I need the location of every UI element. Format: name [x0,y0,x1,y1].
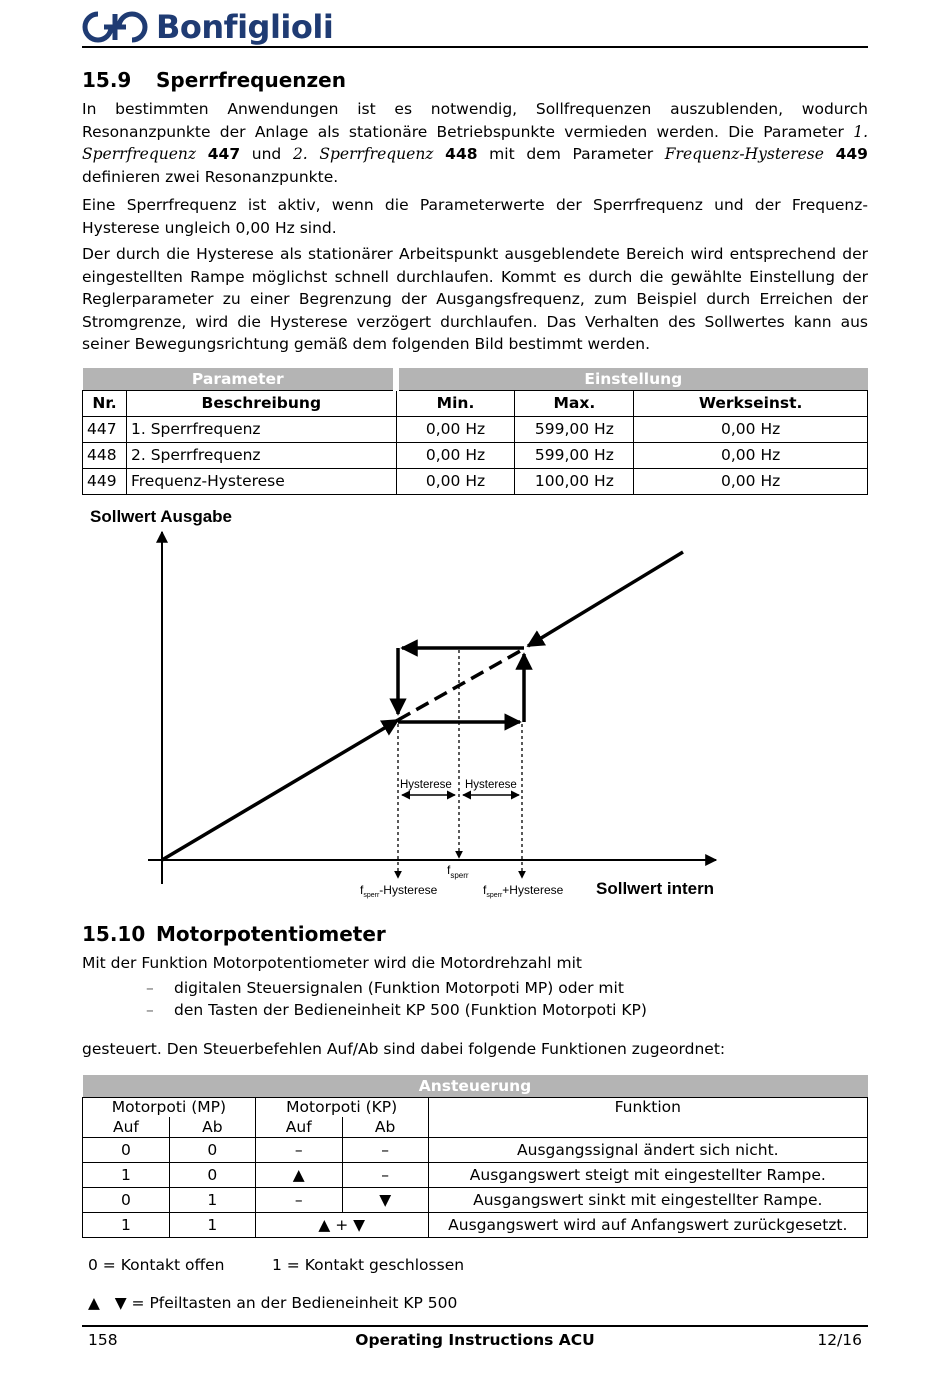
cell-kp-auf: ▲ [255,1162,342,1187]
section-title-motorpotentiometer [82,922,386,946]
group-header-einstellung: Einstellung [396,368,867,390]
cell-funktion: Ausgangswert steigt mit eingestellter Rampe. [428,1162,867,1187]
paragraph-active: Eine Sperrfrequenz ist aktiv, wenn die Parameterwerte der Sperrfrequenz und der Frequenz-Hysterese ungleich 0,00 Hz sind. [82,196,868,237]
cell-beschreibung: Frequenz-Hysterese [126,468,396,494]
col-header-nr: Nr. [83,390,127,416]
cell-kp-auf: – [255,1137,342,1162]
list-item-text: digitalen Steuersignalen (Funktion Motorpoti MP) oder mit [174,979,624,997]
setpoint-line-hidden [398,650,522,720]
cell-funktion: Ausgangswert wird auf Anfangswert zurückgesetzt. [428,1212,867,1237]
paragraph-intro [82,98,868,188]
hysteresis-label-right: Hysterese [465,779,517,791]
list-item [146,1001,647,1019]
page-footer [82,1325,868,1353]
param-number-1: 447 [207,145,241,163]
cell-werkseinst: 0,00 Hz [634,442,868,468]
param-name-2: 2. Sperrfrequenz [292,145,434,163]
col-header-mp: Motorpoti (MP) [83,1097,256,1117]
footer-date: 12/16 [817,1331,862,1349]
group-header-ansteuerung: Ansteuerung [83,1075,868,1097]
col-header-werkseinst: Werkseinst. [634,390,868,416]
footer-title: Operating Instructions ACU [355,1331,595,1349]
cell-werkseinst: 0,00 Hz [634,416,868,442]
paragraph-motorpoti-outro: gesteuert. Den Steuerbefehlen Auf/Ab sind dabei folgende Funktionen zugeordnet: [82,1040,726,1058]
note-contact-open: 0 = Kontakt offen [88,1256,225,1274]
col-header-kp: Motorpoti (KP) [255,1097,428,1117]
section-title-sperrfrequenzen [82,68,346,92]
cell-beschreibung: 1. Sperrfrequenz [126,416,396,442]
cell-mp-auf: 1 [83,1162,170,1187]
cell-kp-both: ▲ + ▼ [255,1212,428,1237]
table-row [83,1212,868,1237]
paragraph-hysteresis: Der durch die Hysterese als stationärer Arbeitspunkt ausgeblendete Bereich wird entsprechend der eingestellten Rampe möglichst schnell durchlaufen. Kommt es durch die gewählte Einstellung der Reglerparameter zu einer Begrenzung der Ausgangsfrequenz, zum Beispiel durch Erreichen der Stromgrenze, wird die Hysterese verzögert durchlaufen. Das Verhalten des Sollwertes kann aus seiner Bewegungsrichtung gemäß dem folgenden Bild bestimmt werden. [82,245,868,353]
col-header-kp-ab: Ab [342,1117,428,1137]
table-row [83,1162,868,1187]
cell-kp-ab: ▼ [342,1187,428,1212]
cell-funktion: Ausgangswert sinkt mit eingestellter Rampe. [428,1187,867,1212]
cell-min: 0,00 Hz [396,416,515,442]
hysteresis-diagram [82,502,868,912]
cell-mp-ab: 1 [169,1212,255,1237]
param-name-3: Frequenz-Hysterese [664,145,824,163]
note-contact-closed: 1 = Kontakt geschlossen [272,1256,465,1274]
dash-icon: – [146,979,154,997]
y-axis-label: Sollwert Ausgabe [90,507,233,526]
cell-max: 599,00 Hz [515,416,634,442]
table-row [83,416,868,442]
parameter-table [82,368,868,495]
col-header-mp-auf: Auf [83,1117,170,1137]
brand-name: Bonfiglioli [156,8,334,46]
cell-mp-auf: 0 [83,1137,170,1162]
cell-nr: 448 [83,442,127,468]
x-axis-label: Sollwert intern [596,879,715,898]
cell-werkseinst: 0,00 Hz [634,468,868,494]
cell-nr: 449 [83,468,127,494]
control-table [82,1075,868,1238]
section-title-text: Motorpotentiometer [156,922,386,946]
col-header-funktion: Funktion [428,1097,867,1137]
setpoint-line-upper [528,552,683,646]
group-header-parameter: Parameter [83,368,397,390]
cell-max: 100,00 Hz [515,468,634,494]
setpoint-line-lower [162,720,398,860]
col-header-mp-ab: Ab [169,1117,255,1137]
text-segment: definieren zwei Resonanzpunkte. [82,167,339,186]
f-sperr-minus-label: $f_{sperr}$-Hysterese [360,883,438,899]
list-item-text: den Tasten der Bedieneinheit KP 500 (Funktion Motorpoti KP) [174,1001,647,1019]
table-row [83,468,868,494]
note-arrow-keys: ▲ ▼ = Pfeiltasten an der Bedieneinheit KP 500 [88,1294,458,1312]
cell-mp-ab: 1 [169,1187,255,1212]
cell-nr: 447 [83,416,127,442]
cell-mp-ab: 0 [169,1137,255,1162]
param-number-2: 448 [445,145,478,163]
page-number: 158 [88,1331,118,1349]
cell-mp-auf: 0 [83,1187,170,1212]
section-number: 15.10 [82,922,146,946]
cell-min: 0,00 Hz [396,442,515,468]
table-row [83,1187,868,1212]
text-segment: In bestimmten Anwendungen ist es notwendig, Sollfrequenzen auszublenden, wodurch Resonanzpunkte der Anlage als stationäre Betriebspunkte vermieden werden. Die Parameter [82,100,868,141]
param-number-3: 449 [835,145,868,163]
paragraph-motorpoti-intro: Mit der Funktion Motorpotentiometer wird die Motordrehzahl mit [82,954,583,972]
cell-mp-ab: 0 [169,1162,255,1187]
col-header-beschreibung: Beschreibung [126,390,396,416]
cell-kp-ab: – [342,1162,428,1187]
hysteresis-label-left: Hysterese [400,779,452,791]
cell-min: 0,00 Hz [396,468,515,494]
dash-icon: – [146,1001,154,1019]
cell-mp-auf: 1 [83,1212,170,1237]
cell-kp-auf: – [255,1187,342,1212]
section-title-text: Sperrfrequenzen [156,68,346,92]
col-header-kp-auf: Auf [255,1117,342,1137]
f-sperr-plus-label: $f_{sperr}+Hysterese$ [483,883,564,899]
text-segment: und [240,145,293,163]
col-header-max: Max. [515,390,634,416]
list-item [146,979,624,997]
bonfiglioli-logo-icon [82,10,148,44]
col-header-min: Min. [396,390,515,416]
section-number: 15.9 [82,68,132,92]
cell-kp-ab: – [342,1137,428,1162]
page-header [82,8,868,48]
table-row [83,1137,868,1162]
cell-max: 599,00 Hz [515,442,634,468]
f-sperr-label: $f_{sperr}$ [447,863,469,880]
param-name-1: 1. Sperrfrequenz [82,122,868,163]
text-segment: mit dem Parameter [477,145,665,163]
table-row [83,442,868,468]
cell-funktion: Ausgangssignal ändert sich nicht. [428,1137,867,1162]
cell-beschreibung: 2. Sperrfrequenz [126,442,396,468]
